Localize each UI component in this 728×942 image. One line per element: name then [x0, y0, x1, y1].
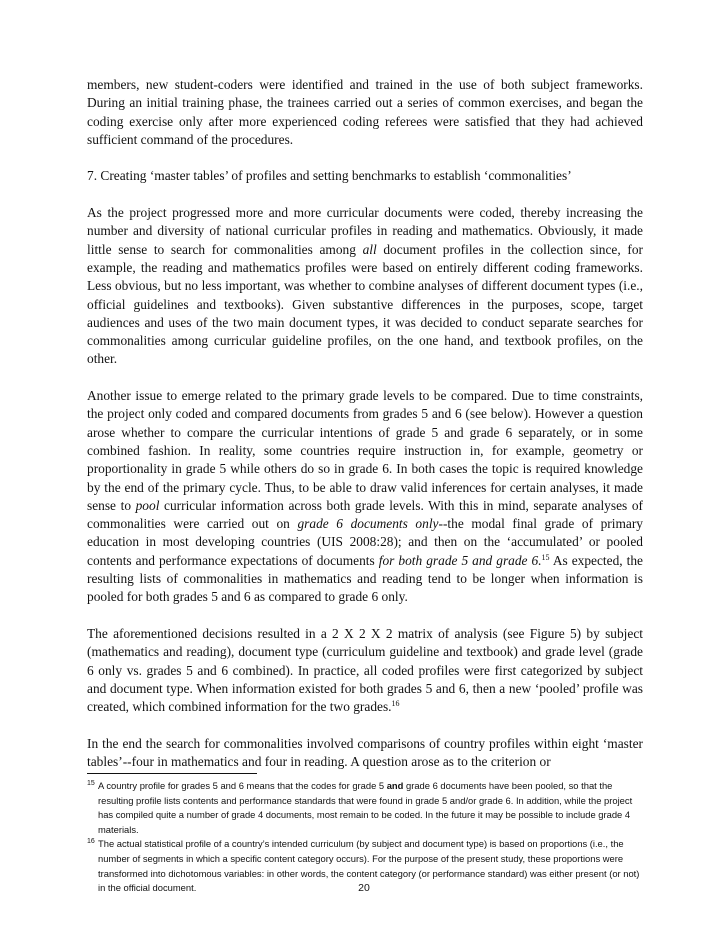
text-run: The aforementioned decisions resulted in a 2 X 2 X 2 matrix of analysis (see Figure 5) by subject (mathematics and reading), document type (curriculum guideline and textbook) and grade level (grade 6 only vs. grades 5 and 6 combined). In practice, all coded profiles were first categorized by subject and document type. When information existed for both grades 5 and 6, then a new ‘pooled’ profile was created, which combined information for the two grades.: [87, 625, 643, 715]
emphasis: grade 6 documents only: [297, 516, 439, 532]
emphasis: for both grade 5 and grade 6.: [378, 552, 542, 568]
text-run: As expected, the resulting lists of commonalities in mathematics and reading tend to be longer when information is pooled for both grades 5 and 6 as compared to grade 6 only.: [87, 552, 643, 605]
text-run: grade 6 documents have been pooled, so that the resulting profile lists contents and performance standards that were found in grade 5 and/or grade 6. In addition, while the project has compiled quite a number of grade 4 documents, most remain to be coded. In the future it may be possible to include grade 4 materials.: [98, 780, 633, 835]
footnote-reference-16[interactable]: 16: [391, 699, 400, 709]
text-run: Another issue to emerge related to the primary grade levels to be compared. Due to time constraints, the project only coded and compared documents from grades 5 and 6 (see below). However a question arose whether to compare the curricular intentions of grade 5 and grade 6 separately, or in some combined fashion. In reality, some countries require instruction in, for example, geometry or proportionality in grade 5 while others do so in grade 6. In both cases the topic is required knowledge by the end of the primary cycle. Thus, to be able to draw valid inferences for certain analyses, it made sense to: [87, 388, 643, 513]
footnote-mark: 16: [87, 838, 95, 846]
page-number: 20: [358, 882, 370, 894]
text-run: A country profile for grades 5 and 6 means that the codes for grade 5: [98, 780, 387, 791]
footnotes: [87, 779, 643, 896]
emphasis: pool: [135, 497, 160, 513]
body-text: [87, 76, 643, 790]
paragraph-document-types: [87, 204, 643, 369]
paragraph-master-tables: In the end the search for commonalities involved comparisons of country profiles within eight ‘master tables’--four in mathematics and four in reading. A question arose as to the criterion or: [87, 735, 643, 769]
text-run: document profiles in the collection since, for example, the reading and mathematics profiles were based on entirely different coding frameworks. Less obvious, but no less important, was whether to combine analyses of different document types (i.e., official guidelines and textbooks). Given substantive differences in the purposes, scope, target audiences and uses of the two main document types, it was decided to conduct separate searches for commonalities among curricular guideline profiles, on the one hand, and textbook profiles, on the other.: [87, 241, 643, 367]
section-heading: 7. Creating ‘master tables’ of profiles and setting benchmarks to establish ‘commonalities’: [87, 168, 572, 184]
footnote-15: [87, 779, 643, 837]
text-run: curricular information across both grade levels. With this in mind, separate analyses of commonalities were carried out on: [87, 497, 643, 532]
emphasis: all: [362, 241, 377, 257]
text-run: The actual statistical profile of a country’s intended curriculum (by subject and document type) is based on proportions (i.e., the number of segments in which a specific content category occurs). For the purpose of the present study, these proportions were transformed into dichotomous variables: in other words, the content category (or performance standard) was either present (or not) in the official document.: [98, 838, 640, 894]
footnote-reference-15[interactable]: 15: [541, 552, 550, 562]
paragraph-coder-training: members, new student-coders were identified and trained in the use of both subject frameworks. During an initial training phase, the trainees carried out a series of common exercises, and began the coding exercise only after more experienced coding referees were satisfied that they had achieved sufficient command of the procedures.: [87, 77, 643, 147]
paragraph-grade-levels: [87, 387, 643, 607]
text-run: As the project progressed more and more curricular documents were coded, thereby increasing the number and diversity of national curricular profiles in reading and mathematics. Obviously, it made little sense to search for commonalities among: [87, 205, 643, 257]
footnote-mark: 15: [87, 780, 95, 787]
footnote-separator: [87, 773, 257, 774]
paragraph-matrix-analysis: [87, 625, 643, 716]
text-run: --the modal final grade of primary education in most developing countries (UIS 2008:28); and then on the ‘accumulated’ or pooled contents and performance expectations of documents: [87, 516, 643, 568]
bold-text: and: [386, 780, 404, 791]
